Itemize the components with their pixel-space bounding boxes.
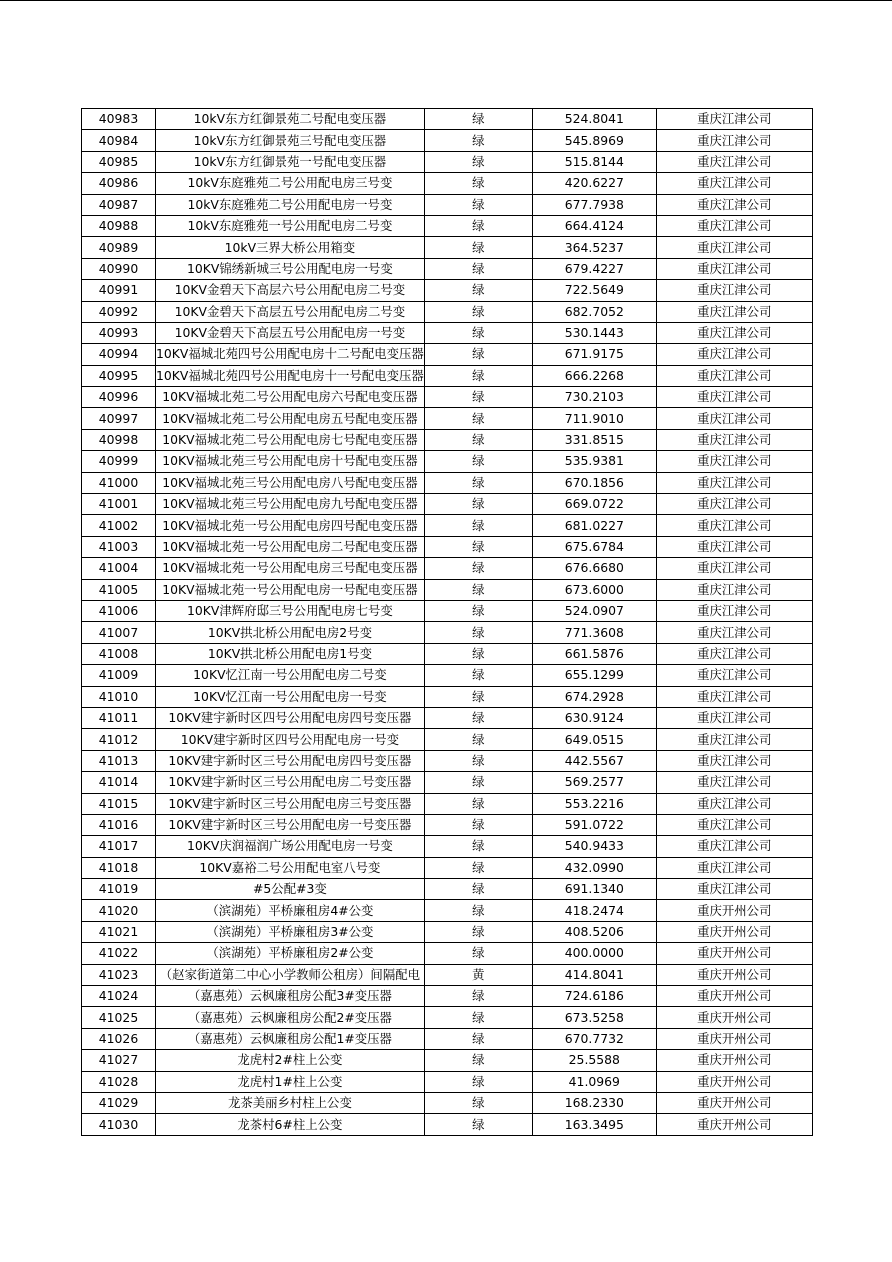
cell-value: 711.9010 bbox=[532, 408, 656, 429]
cell-id: 40983 bbox=[82, 109, 156, 130]
cell-status-color: 绿 bbox=[424, 750, 532, 771]
cell-id: 41014 bbox=[82, 772, 156, 793]
cell-status-color: 绿 bbox=[424, 258, 532, 279]
cell-name: （赵家街道第二中心小学教师公租房）间隔配电 bbox=[156, 964, 425, 985]
cell-company: 重庆江津公司 bbox=[656, 322, 812, 343]
cell-id: 41004 bbox=[82, 558, 156, 579]
cell-id: 41029 bbox=[82, 1092, 156, 1113]
table-row bbox=[82, 301, 813, 322]
cell-name: 10kV三界大桥公用箱变 bbox=[156, 237, 425, 258]
cell-value: 553.2216 bbox=[532, 793, 656, 814]
cell-company: 重庆江津公司 bbox=[656, 451, 812, 472]
cell-status-color: 绿 bbox=[424, 408, 532, 429]
cell-value: 545.8969 bbox=[532, 130, 656, 151]
table-row bbox=[82, 280, 813, 301]
cell-status-color: 绿 bbox=[424, 1114, 532, 1135]
cell-id: 41009 bbox=[82, 665, 156, 686]
cell-id: 41030 bbox=[82, 1114, 156, 1135]
cell-status-color: 绿 bbox=[424, 900, 532, 921]
table-row bbox=[82, 772, 813, 793]
cell-status-color: 绿 bbox=[424, 1071, 532, 1092]
cell-status-color: 绿 bbox=[424, 729, 532, 750]
cell-status-color: 绿 bbox=[424, 1007, 532, 1028]
cell-company: 重庆江津公司 bbox=[656, 536, 812, 557]
cell-company: 重庆江津公司 bbox=[656, 151, 812, 172]
cell-company: 重庆江津公司 bbox=[656, 301, 812, 322]
cell-name: 龙茶美丽乡村柱上公变 bbox=[156, 1092, 425, 1113]
cell-name: 10KV忆江南一号公用配电房二号变 bbox=[156, 665, 425, 686]
cell-name: 10kV东方红御景苑一号配电变压器 bbox=[156, 151, 425, 172]
cell-status-color: 绿 bbox=[424, 109, 532, 130]
cell-company: 重庆江津公司 bbox=[656, 836, 812, 857]
cell-value: 724.6186 bbox=[532, 986, 656, 1007]
cell-value: 591.0722 bbox=[532, 814, 656, 835]
cell-name: 10kV东庭雅苑二号公用配电房三号变 bbox=[156, 173, 425, 194]
table-row bbox=[82, 130, 813, 151]
cell-company: 重庆江津公司 bbox=[656, 729, 812, 750]
cell-status-color: 绿 bbox=[424, 322, 532, 343]
cell-value: 432.0990 bbox=[532, 857, 656, 878]
data-table bbox=[81, 108, 813, 1136]
cell-company: 重庆江津公司 bbox=[656, 879, 812, 900]
cell-id: 41006 bbox=[82, 600, 156, 621]
cell-name: 龙虎村1#柱上公变 bbox=[156, 1071, 425, 1092]
table-row bbox=[82, 429, 813, 450]
cell-id: 41018 bbox=[82, 857, 156, 878]
cell-status-color: 绿 bbox=[424, 194, 532, 215]
cell-name: 10KV金碧天下高层六号公用配电房二号变 bbox=[156, 280, 425, 301]
cell-name: 10KV津辉府邸三号公用配电房七号变 bbox=[156, 600, 425, 621]
cell-company: 重庆江津公司 bbox=[656, 237, 812, 258]
cell-id: 40985 bbox=[82, 151, 156, 172]
cell-value: 408.5206 bbox=[532, 921, 656, 942]
cell-company: 重庆江津公司 bbox=[656, 408, 812, 429]
cell-company: 重庆江津公司 bbox=[656, 344, 812, 365]
cell-id: 40999 bbox=[82, 451, 156, 472]
cell-name: 10KV福城北苑一号公用配电房二号配电变压器 bbox=[156, 536, 425, 557]
cell-id: 41001 bbox=[82, 494, 156, 515]
cell-name: 10KV福城北苑三号公用配电房十号配电变压器 bbox=[156, 451, 425, 472]
cell-value: 674.2928 bbox=[532, 686, 656, 707]
cell-value: 682.7052 bbox=[532, 301, 656, 322]
cell-value: 670.1856 bbox=[532, 472, 656, 493]
cell-value: 418.2474 bbox=[532, 900, 656, 921]
cell-name: （滨湖苑）平桥廉租房3#公变 bbox=[156, 921, 425, 942]
cell-name: 10KV锦绣新城三号公用配电房一号变 bbox=[156, 258, 425, 279]
table-row bbox=[82, 814, 813, 835]
table-row bbox=[82, 451, 813, 472]
cell-status-color: 绿 bbox=[424, 707, 532, 728]
cell-company: 重庆江津公司 bbox=[656, 429, 812, 450]
cell-company: 重庆江津公司 bbox=[656, 665, 812, 686]
cell-name: 10KV拱北桥公用配电房1号变 bbox=[156, 643, 425, 664]
cell-company: 重庆江津公司 bbox=[656, 558, 812, 579]
cell-value: 681.0227 bbox=[532, 515, 656, 536]
cell-value: 730.2103 bbox=[532, 387, 656, 408]
cell-value: 691.1340 bbox=[532, 879, 656, 900]
cell-status-color: 绿 bbox=[424, 451, 532, 472]
cell-id: 40990 bbox=[82, 258, 156, 279]
cell-company: 重庆开州公司 bbox=[656, 921, 812, 942]
cell-name: （嘉惠苑）云枫廉租房公配1#变压器 bbox=[156, 1028, 425, 1049]
cell-name: 10KV福城北苑一号公用配电房三号配电变压器 bbox=[156, 558, 425, 579]
table-row bbox=[82, 793, 813, 814]
cell-id: 41012 bbox=[82, 729, 156, 750]
cell-id: 41020 bbox=[82, 900, 156, 921]
cell-id: 40997 bbox=[82, 408, 156, 429]
table-row bbox=[82, 600, 813, 621]
cell-value: 331.8515 bbox=[532, 429, 656, 450]
cell-company: 重庆江津公司 bbox=[656, 814, 812, 835]
table-row bbox=[82, 237, 813, 258]
cell-company: 重庆开州公司 bbox=[656, 986, 812, 1007]
cell-name: 10KV建宇新时区四号公用配电房四号变压器 bbox=[156, 707, 425, 728]
cell-id: 41011 bbox=[82, 707, 156, 728]
cell-name: 10KV忆江南一号公用配电房一号变 bbox=[156, 686, 425, 707]
cell-value: 414.8041 bbox=[532, 964, 656, 985]
cell-name: 10KV福城北苑一号公用配电房一号配电变压器 bbox=[156, 579, 425, 600]
cell-id: 41015 bbox=[82, 793, 156, 814]
cell-status-color: 绿 bbox=[424, 558, 532, 579]
cell-name: 10KV建宇新时区四号公用配电房一号变 bbox=[156, 729, 425, 750]
table-row bbox=[82, 472, 813, 493]
table-row bbox=[82, 1028, 813, 1049]
table-row bbox=[82, 1071, 813, 1092]
cell-company: 重庆江津公司 bbox=[656, 600, 812, 621]
cell-company: 重庆江津公司 bbox=[656, 173, 812, 194]
cell-company: 重庆开州公司 bbox=[656, 1071, 812, 1092]
cell-status-color: 绿 bbox=[424, 536, 532, 557]
cell-name: 龙茶村6#柱上公变 bbox=[156, 1114, 425, 1135]
cell-status-color: 绿 bbox=[424, 879, 532, 900]
cell-status-color: 绿 bbox=[424, 515, 532, 536]
cell-company: 重庆江津公司 bbox=[656, 857, 812, 878]
cell-company: 重庆江津公司 bbox=[656, 130, 812, 151]
cell-name: 10KV建宇新时区三号公用配电房三号变压器 bbox=[156, 793, 425, 814]
cell-status-color: 绿 bbox=[424, 686, 532, 707]
cell-name: 10KV建宇新时区三号公用配电房四号变压器 bbox=[156, 750, 425, 771]
cell-name: 10kV东方红御景苑三号配电变压器 bbox=[156, 130, 425, 151]
cell-value: 41.0969 bbox=[532, 1071, 656, 1092]
cell-company: 重庆江津公司 bbox=[656, 622, 812, 643]
cell-value: 671.9175 bbox=[532, 344, 656, 365]
cell-name: 10KV福城北苑一号公用配电房四号配电变压器 bbox=[156, 515, 425, 536]
cell-id: 40988 bbox=[82, 215, 156, 236]
cell-status-color: 黄 bbox=[424, 964, 532, 985]
cell-name: 10kV东方红御景苑二号配电变压器 bbox=[156, 109, 425, 130]
cell-company: 重庆开州公司 bbox=[656, 1092, 812, 1113]
cell-status-color: 绿 bbox=[424, 814, 532, 835]
cell-id: 41013 bbox=[82, 750, 156, 771]
cell-value: 535.9381 bbox=[532, 451, 656, 472]
cell-value: 649.0515 bbox=[532, 729, 656, 750]
table-row bbox=[82, 536, 813, 557]
cell-company: 重庆开州公司 bbox=[656, 1114, 812, 1135]
cell-status-color: 绿 bbox=[424, 494, 532, 515]
cell-status-color: 绿 bbox=[424, 1092, 532, 1113]
cell-status-color: 绿 bbox=[424, 1028, 532, 1049]
cell-status-color: 绿 bbox=[424, 943, 532, 964]
table-row bbox=[82, 665, 813, 686]
cell-id: 40998 bbox=[82, 429, 156, 450]
cell-name: 10KV福城北苑四号公用配电房十二号配电变压器 bbox=[156, 344, 425, 365]
cell-name: （嘉惠苑）云枫廉租房公配2#变压器 bbox=[156, 1007, 425, 1028]
cell-id: 40986 bbox=[82, 173, 156, 194]
cell-id: 40993 bbox=[82, 322, 156, 343]
cell-name: #5公配#3变 bbox=[156, 879, 425, 900]
cell-value: 163.3495 bbox=[532, 1114, 656, 1135]
cell-id: 40984 bbox=[82, 130, 156, 151]
cell-value: 25.5588 bbox=[532, 1050, 656, 1071]
cell-company: 重庆江津公司 bbox=[656, 194, 812, 215]
cell-status-color: 绿 bbox=[424, 1050, 532, 1071]
cell-company: 重庆江津公司 bbox=[656, 686, 812, 707]
cell-value: 524.8041 bbox=[532, 109, 656, 130]
cell-status-color: 绿 bbox=[424, 344, 532, 365]
cell-value: 540.9433 bbox=[532, 836, 656, 857]
cell-id: 40995 bbox=[82, 365, 156, 386]
cell-id: 41000 bbox=[82, 472, 156, 493]
cell-id: 40994 bbox=[82, 344, 156, 365]
table-row bbox=[82, 494, 813, 515]
table-body bbox=[82, 109, 813, 1136]
cell-status-color: 绿 bbox=[424, 151, 532, 172]
cell-company: 重庆江津公司 bbox=[656, 494, 812, 515]
cell-name: 10KV福城北苑四号公用配电房十一号配电变压器 bbox=[156, 365, 425, 386]
cell-value: 722.5649 bbox=[532, 280, 656, 301]
table-row bbox=[82, 258, 813, 279]
table-row bbox=[82, 879, 813, 900]
cell-value: 675.6784 bbox=[532, 536, 656, 557]
cell-id: 41003 bbox=[82, 536, 156, 557]
cell-value: 442.5567 bbox=[532, 750, 656, 771]
cell-status-color: 绿 bbox=[424, 173, 532, 194]
cell-status-color: 绿 bbox=[424, 429, 532, 450]
cell-company: 重庆开州公司 bbox=[656, 943, 812, 964]
cell-value: 666.2268 bbox=[532, 365, 656, 386]
table-row bbox=[82, 579, 813, 600]
cell-name: （滨湖苑）平桥廉租房2#公变 bbox=[156, 943, 425, 964]
cell-value: 661.5876 bbox=[532, 643, 656, 664]
cell-company: 重庆江津公司 bbox=[656, 365, 812, 386]
cell-status-color: 绿 bbox=[424, 215, 532, 236]
cell-status-color: 绿 bbox=[424, 643, 532, 664]
cell-status-color: 绿 bbox=[424, 365, 532, 386]
cell-id: 41021 bbox=[82, 921, 156, 942]
cell-status-color: 绿 bbox=[424, 301, 532, 322]
cell-id: 41019 bbox=[82, 879, 156, 900]
cell-company: 重庆江津公司 bbox=[656, 579, 812, 600]
table-row bbox=[82, 686, 813, 707]
cell-name: 10KV福城北苑二号公用配电房七号配电变压器 bbox=[156, 429, 425, 450]
cell-company: 重庆开州公司 bbox=[656, 1050, 812, 1071]
cell-id: 41023 bbox=[82, 964, 156, 985]
table-row bbox=[82, 558, 813, 579]
table-row bbox=[82, 986, 813, 1007]
cell-company: 重庆江津公司 bbox=[656, 109, 812, 130]
cell-company: 重庆江津公司 bbox=[656, 772, 812, 793]
cell-id: 41005 bbox=[82, 579, 156, 600]
table-row bbox=[82, 173, 813, 194]
cell-name: 10KV福城北苑三号公用配电房九号配电变压器 bbox=[156, 494, 425, 515]
cell-name: 10kV东庭雅苑一号公用配电房二号变 bbox=[156, 215, 425, 236]
cell-value: 515.8144 bbox=[532, 151, 656, 172]
cell-name: 10KV福城北苑二号公用配电房六号配电变压器 bbox=[156, 387, 425, 408]
table-row bbox=[82, 643, 813, 664]
cell-value: 655.1299 bbox=[532, 665, 656, 686]
table-row bbox=[82, 900, 813, 921]
cell-id: 41016 bbox=[82, 814, 156, 835]
table-row bbox=[82, 1007, 813, 1028]
table-row bbox=[82, 707, 813, 728]
cell-name: 10KV嘉裕二号公用配电室八号变 bbox=[156, 857, 425, 878]
cell-name: 10KV拱北桥公用配电房2号变 bbox=[156, 622, 425, 643]
cell-company: 重庆开州公司 bbox=[656, 1007, 812, 1028]
table-row bbox=[82, 964, 813, 985]
cell-status-color: 绿 bbox=[424, 130, 532, 151]
cell-status-color: 绿 bbox=[424, 857, 532, 878]
table-row bbox=[82, 109, 813, 130]
cell-company: 重庆开州公司 bbox=[656, 964, 812, 985]
table-row bbox=[82, 857, 813, 878]
cell-name: （滨湖苑）平桥廉租房4#公变 bbox=[156, 900, 425, 921]
cell-value: 670.7732 bbox=[532, 1028, 656, 1049]
cell-id: 41022 bbox=[82, 943, 156, 964]
cell-value: 676.6680 bbox=[532, 558, 656, 579]
cell-id: 41002 bbox=[82, 515, 156, 536]
cell-name: 10KV金碧天下高层五号公用配电房一号变 bbox=[156, 322, 425, 343]
cell-name: 10KV庆润福润广场公用配电房一号变 bbox=[156, 836, 425, 857]
cell-status-color: 绿 bbox=[424, 472, 532, 493]
cell-value: 677.7938 bbox=[532, 194, 656, 215]
cell-name: 龙虎村2#柱上公变 bbox=[156, 1050, 425, 1071]
cell-value: 673.6000 bbox=[532, 579, 656, 600]
cell-id: 41028 bbox=[82, 1071, 156, 1092]
table-row bbox=[82, 1050, 813, 1071]
cell-company: 重庆江津公司 bbox=[656, 515, 812, 536]
table-row bbox=[82, 365, 813, 386]
cell-id: 41025 bbox=[82, 1007, 156, 1028]
table-row bbox=[82, 729, 813, 750]
cell-value: 664.4124 bbox=[532, 215, 656, 236]
cell-company: 重庆江津公司 bbox=[656, 472, 812, 493]
cell-status-color: 绿 bbox=[424, 986, 532, 1007]
table-row bbox=[82, 515, 813, 536]
cell-value: 524.0907 bbox=[532, 600, 656, 621]
cell-company: 重庆江津公司 bbox=[656, 793, 812, 814]
cell-status-color: 绿 bbox=[424, 772, 532, 793]
cell-company: 重庆江津公司 bbox=[656, 750, 812, 771]
cell-id: 41008 bbox=[82, 643, 156, 664]
cell-value: 569.2577 bbox=[532, 772, 656, 793]
cell-name: 10KV福城北苑三号公用配电房八号配电变压器 bbox=[156, 472, 425, 493]
table-row bbox=[82, 215, 813, 236]
cell-id: 40992 bbox=[82, 301, 156, 322]
cell-value: 771.3608 bbox=[532, 622, 656, 643]
cell-company: 重庆江津公司 bbox=[656, 280, 812, 301]
table-row bbox=[82, 344, 813, 365]
cell-id: 41010 bbox=[82, 686, 156, 707]
cell-status-color: 绿 bbox=[424, 237, 532, 258]
cell-value: 420.6227 bbox=[532, 173, 656, 194]
cell-value: 364.5237 bbox=[532, 237, 656, 258]
cell-name: 10kV东庭雅苑二号公用配电房一号变 bbox=[156, 194, 425, 215]
table-row bbox=[82, 151, 813, 172]
cell-company: 重庆江津公司 bbox=[656, 643, 812, 664]
cell-name: 10KV金碧天下高层五号公用配电房二号变 bbox=[156, 301, 425, 322]
cell-status-color: 绿 bbox=[424, 280, 532, 301]
cell-name: 10KV建宇新时区三号公用配电房一号变压器 bbox=[156, 814, 425, 835]
cell-value: 679.4227 bbox=[532, 258, 656, 279]
cell-id: 41027 bbox=[82, 1050, 156, 1071]
cell-status-color: 绿 bbox=[424, 793, 532, 814]
cell-status-color: 绿 bbox=[424, 600, 532, 621]
cell-name: 10KV福城北苑二号公用配电房五号配电变压器 bbox=[156, 408, 425, 429]
table-row bbox=[82, 194, 813, 215]
table-row bbox=[82, 921, 813, 942]
table-row bbox=[82, 622, 813, 643]
table-row bbox=[82, 322, 813, 343]
table-row bbox=[82, 943, 813, 964]
table-row bbox=[82, 836, 813, 857]
cell-company: 重庆开州公司 bbox=[656, 900, 812, 921]
cell-id: 40987 bbox=[82, 194, 156, 215]
table-row bbox=[82, 387, 813, 408]
cell-status-color: 绿 bbox=[424, 387, 532, 408]
cell-value: 168.2330 bbox=[532, 1092, 656, 1113]
table-row bbox=[82, 408, 813, 429]
cell-id: 41007 bbox=[82, 622, 156, 643]
table-row bbox=[82, 750, 813, 771]
cell-value: 530.1443 bbox=[532, 322, 656, 343]
cell-id: 40989 bbox=[82, 237, 156, 258]
cell-value: 400.0000 bbox=[532, 943, 656, 964]
cell-status-color: 绿 bbox=[424, 622, 532, 643]
page-top-border bbox=[0, 0, 892, 1]
table-row bbox=[82, 1092, 813, 1113]
cell-status-color: 绿 bbox=[424, 665, 532, 686]
table-row bbox=[82, 1114, 813, 1135]
cell-company: 重庆江津公司 bbox=[656, 258, 812, 279]
cell-value: 630.9124 bbox=[532, 707, 656, 728]
cell-company: 重庆江津公司 bbox=[656, 215, 812, 236]
cell-name: 10KV建宇新时区三号公用配电房二号变压器 bbox=[156, 772, 425, 793]
cell-status-color: 绿 bbox=[424, 579, 532, 600]
cell-company: 重庆江津公司 bbox=[656, 387, 812, 408]
cell-id: 41026 bbox=[82, 1028, 156, 1049]
cell-company: 重庆江津公司 bbox=[656, 707, 812, 728]
cell-status-color: 绿 bbox=[424, 921, 532, 942]
cell-value: 673.5258 bbox=[532, 1007, 656, 1028]
cell-status-color: 绿 bbox=[424, 836, 532, 857]
cell-id: 41024 bbox=[82, 986, 156, 1007]
cell-name: （嘉惠苑）云枫廉租房公配3#变压器 bbox=[156, 986, 425, 1007]
cell-id: 40996 bbox=[82, 387, 156, 408]
cell-id: 40991 bbox=[82, 280, 156, 301]
cell-company: 重庆开州公司 bbox=[656, 1028, 812, 1049]
cell-id: 41017 bbox=[82, 836, 156, 857]
cell-value: 669.0722 bbox=[532, 494, 656, 515]
